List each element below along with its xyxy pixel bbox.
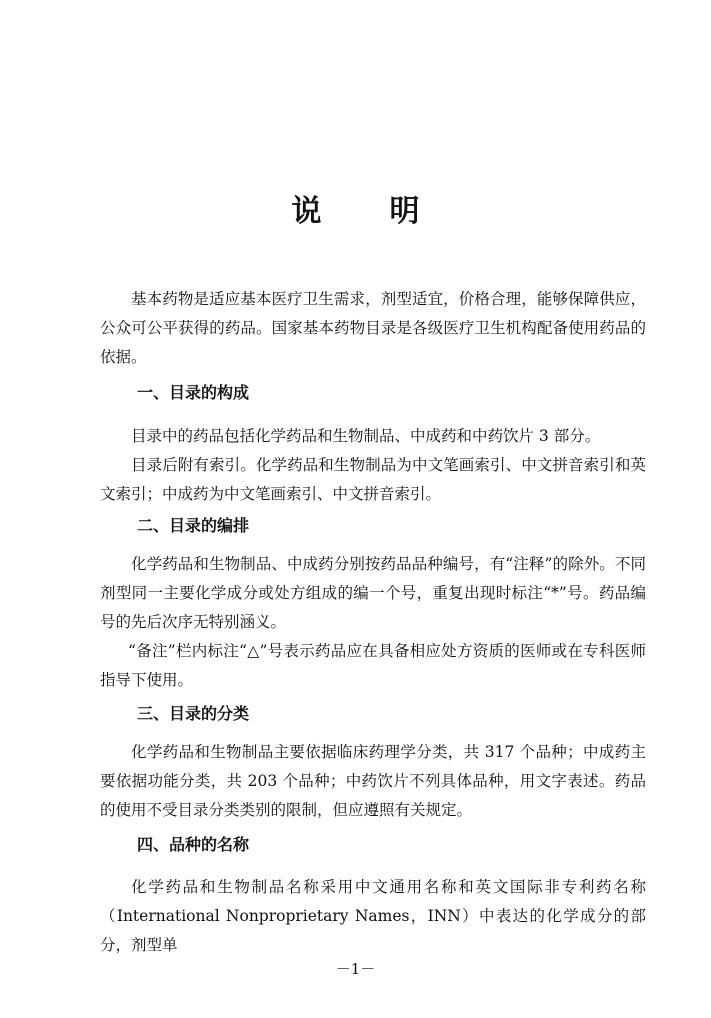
page-number: －1－ [335,960,376,978]
title-char-right: 明 [389,194,420,229]
section-paragraph: “备注”栏内标注“△”号表示药品应在具备相应处方资质的医师或在专科医师指导下使用。 [100,642,646,689]
section-paragraph: 化学药品和生物制品名称采用中文通用名称和英文国际非专利药名称（International Nonproprietary Names，INN）中表达的化学成分的部分，剂型单 [100,878,646,954]
section-heading-classification: 三、目录的分类 [137,704,250,723]
section-heading-names: 四、品种的名称 [137,835,250,854]
section-paragraph: 化学药品和生物制品、中成药分别按药品品种编号，有“注释”的除外。不同剂型同一主要化学成分或处方组成的编一个号，重复出现时标注“*”号。药品编号的先后次序无特别涵义。 [100,555,646,631]
section-paragraph: 目录中的药品包括化学药品和生物制品、中成药和中药饮片 3 部分。 [131,427,601,445]
section-heading-composition: 一、目录的构成 [137,383,250,402]
section-heading-arrangement: 二、目录的编排 [137,516,250,535]
title-char-left: 说 [291,194,322,229]
section-paragraph: 化学药品和生物制品主要依据临床药理学分类，共 317 个品种；中成药主要依据功能分类，共 203 个品种；中药饮片不列具体品种，用文字表述。药品的使用不受目录分类类别的限制，但应遵照有关规定。 [100,743,646,819]
page-title [0,186,711,230]
section-paragraph: 目录后附有索引。化学药品和生物制品为中文笔画索引、中文拼音索引和英文索引；中成药为中文笔画索引、中文拼音索引。 [100,456,646,503]
intro-paragraph: 基本药物是适应基本医疗卫生需求，剂型适宜，价格合理，能够保障供应，公众可公平获得的药品。国家基本药物目录是各级医疗卫生机构配备使用药品的依据。 [100,290,646,366]
